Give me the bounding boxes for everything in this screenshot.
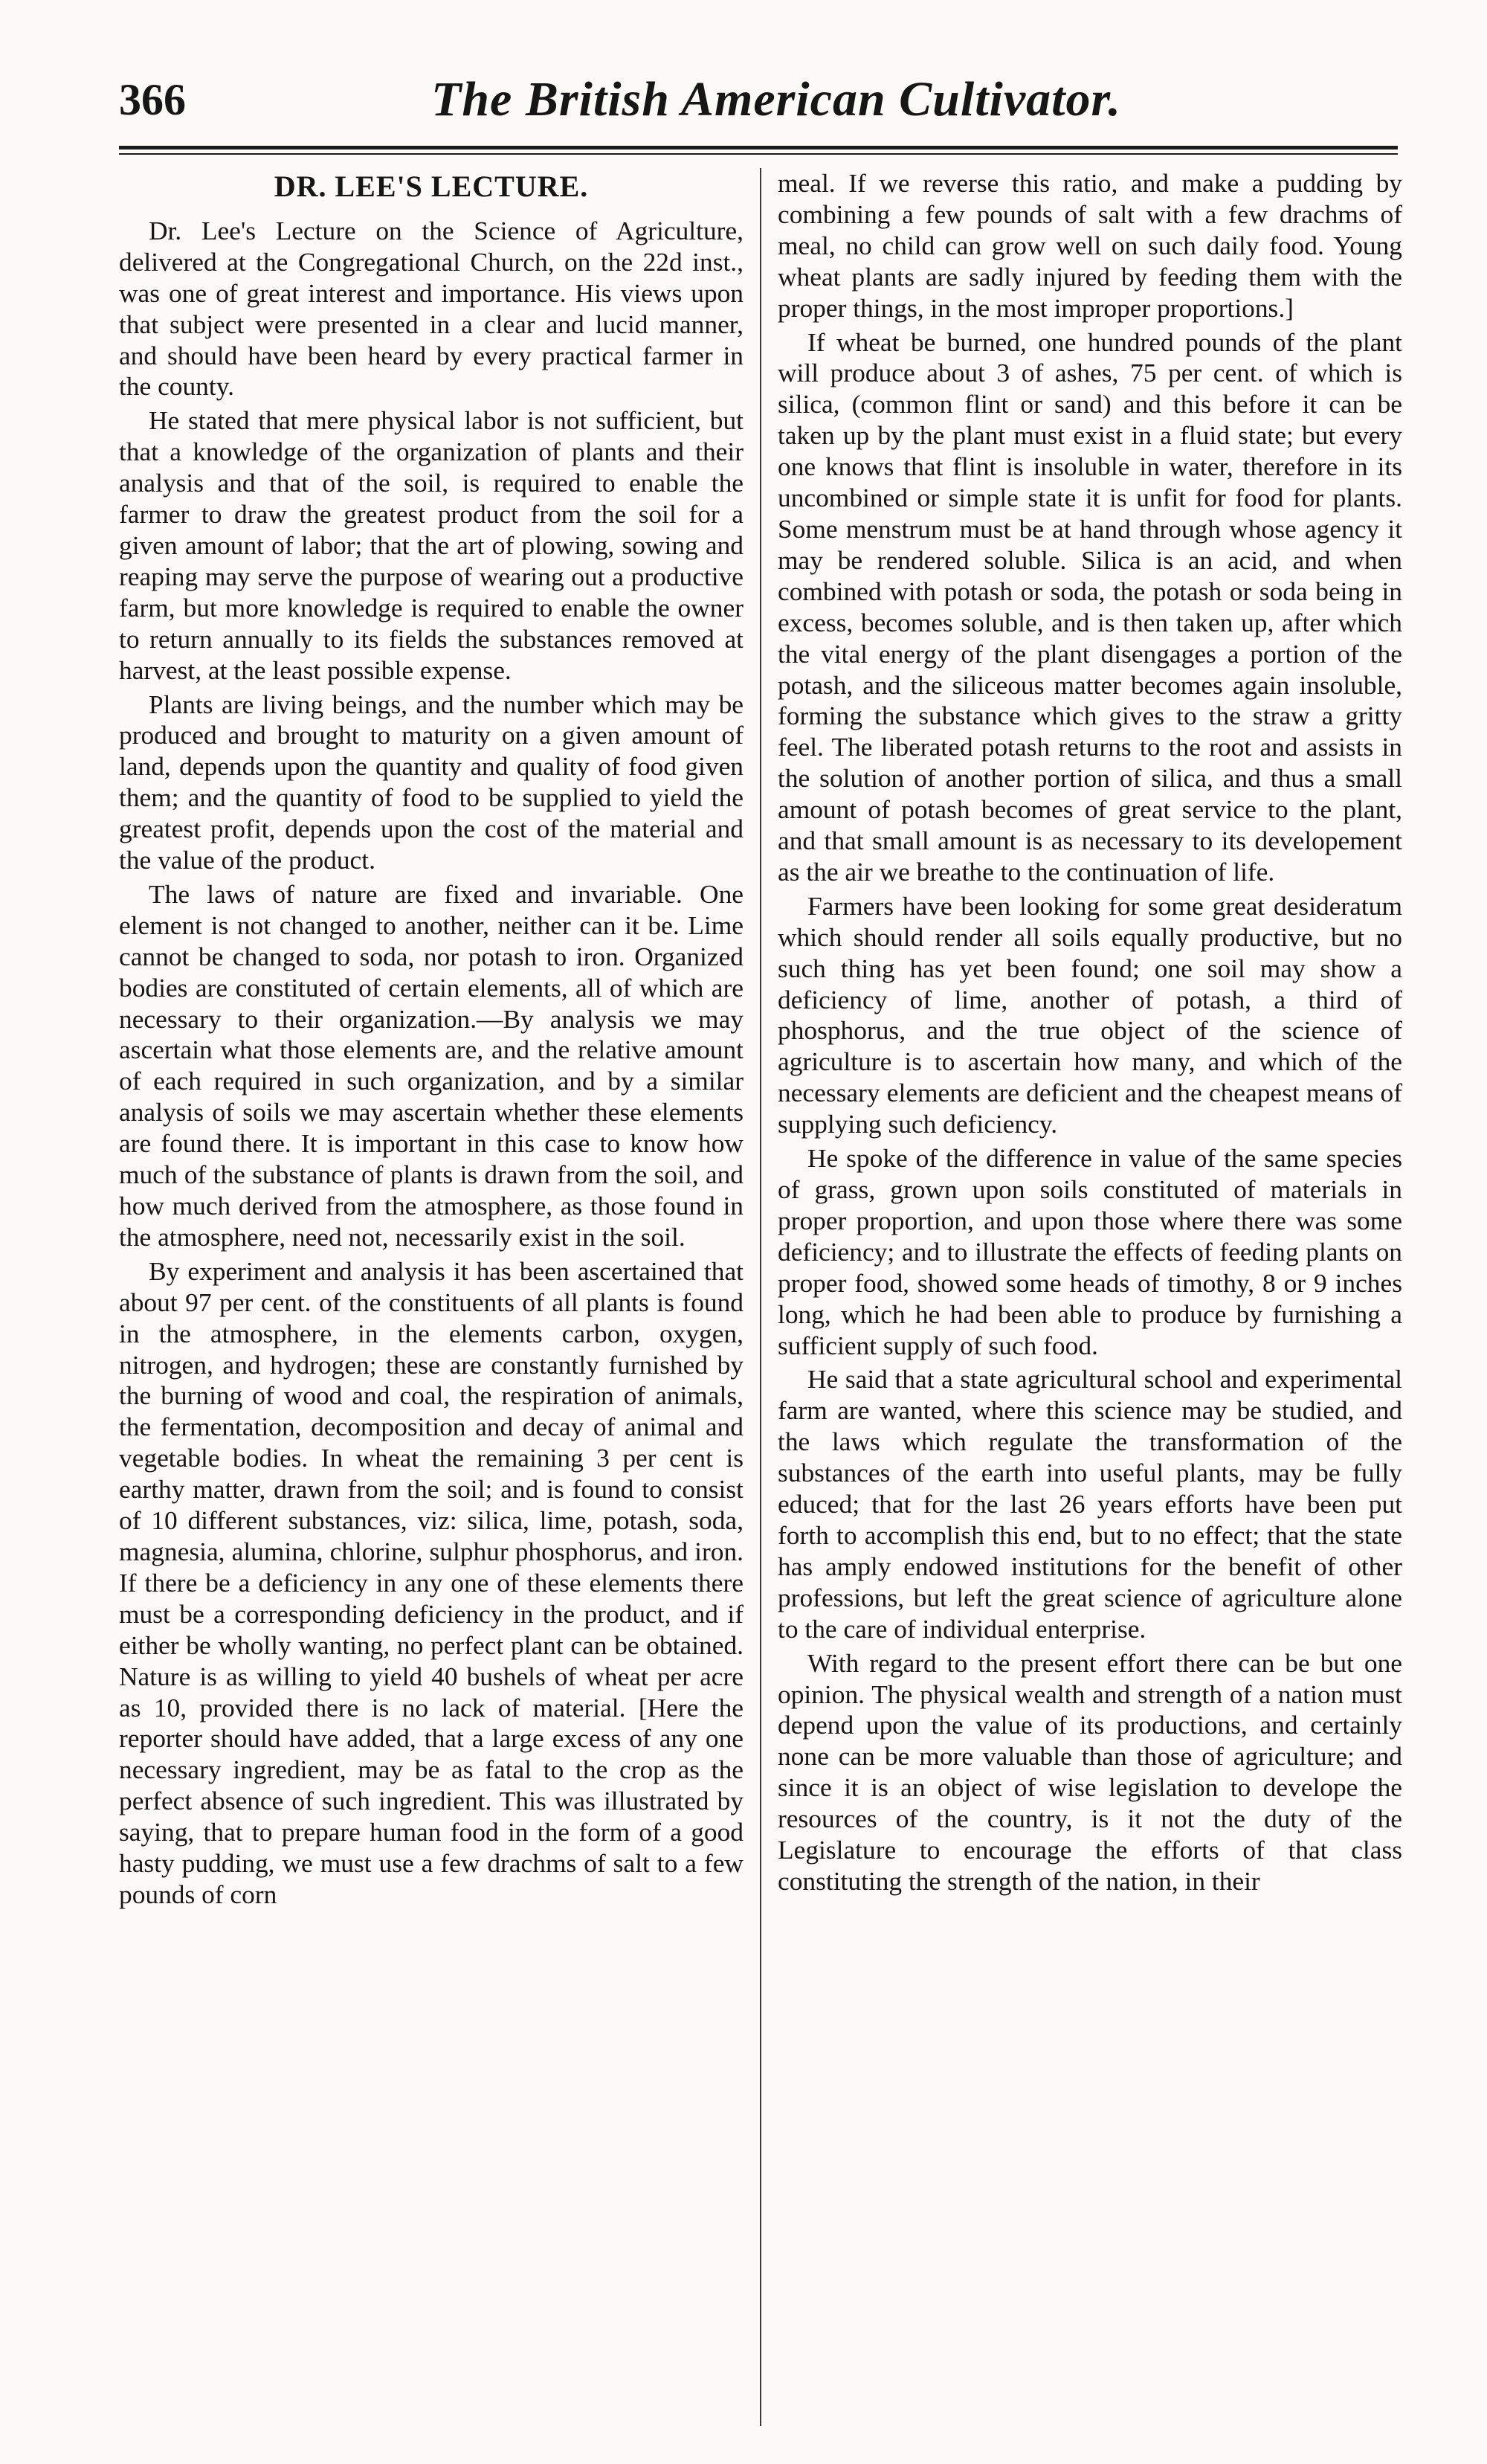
column-divider xyxy=(760,168,761,2426)
page-header xyxy=(119,74,1398,143)
paragraph-plants-living-beings: Plants are living beings, and the number which may be produced and brought to maturity on a given amount of land, depends upon the quantity and quality of food given them; and the quantity of food to be supplied to yield the greatest profit, depends upon the cost of the material and the value of the product. xyxy=(119,689,744,875)
paragraph-farmers-desideratum: Farmers have been looking for some great desideratum which should render all soils equally productive, but no such thing has yet been found; one soil may show a deficiency of lime, another of potash, a third of phosphorus, and the true object of the science of agriculture is to ascertain how many, and which of the necessary elements are deficient and the cheapest means of supplying such deficiency. xyxy=(778,890,1402,1139)
header-rule-thin xyxy=(119,153,1398,155)
page-number: 366 xyxy=(119,75,186,124)
paragraph-physical-labor: He stated that mere physical labor is not sufficient, but that a knowledge of the organization of plants and their analysis and that of the soil, is required to enable the farmer to draw the greatest product from the soil for a given amount of labor; that the art of plowing, sowing and reaping may serve the purpose of wearing out a productive farm, but more knowledge is required to enable the owner to return annually to its fields the substances removed at harvest, at the least possible expense. xyxy=(119,405,744,685)
header-rule-thick xyxy=(119,146,1398,149)
journal-title: The British American Cultivator. xyxy=(431,72,1122,126)
paragraph-intro: Dr. Lee's Lecture on the Science of Agriculture, delivered at the Congregational Church, on the 22d inst., was one of great interest and importance. His views upon that subject were presented in a clear and lucid manner, and should have been heard by every practical farmer in the county. xyxy=(119,215,744,402)
paragraph-laws-of-nature: The laws of nature are fixed and invariable. One element is not changed to another, neither can it be. Lime cannot be changed to soda, nor potash to iron. Organized bodies are constituted of certain elements, all of which are necessary to their organization.—By analysis we may ascertain what those elements are, and the relative amount of each required in such organization, and by a similar analysis of soils we may ascertain whether these elements are found there. It is important in this case to know how much of the substance of plants is drawn from the soil, and how much derived from the atmosphere, as those found in the atmosphere, need not, necessarily exist in the soil. xyxy=(119,878,744,1252)
left-column xyxy=(119,168,744,2429)
right-column xyxy=(778,168,1402,2429)
paragraph-timothy-grass: He spoke of the difference in value of the same species of grass, grown upon soils constituted of materials in proper proportion, and upon those where there was some deficiency; and to illustrate the effects of feeding plants on proper food, showed some heads of timothy, 8 or 9 inches long, which he had been able to produce by furnishing a sufficient supply of such food. xyxy=(778,1143,1402,1360)
paragraph-experiment-analysis: By experiment and analysis it has been ascertained that about 97 per cent. of the constituents of all plants is found in the atmosphere, in the elements carbon, oxygen, nitrogen, and hydrogen; these are constantly furnished by the burning of wood and coal, the respiration of animals, the fermentation, decomposition and decay of animal and vegetable bodies. In wheat the remaining 3 per cent is earthy matter, drawn from the soil; and is found to consist of 10 different substances, viz: silica, lime, potash, soda, magnesia, alumina, chlorine, sulphur phosphorus, and iron. If there be a deficiency in any one of these elements there must be a corresponding deficiency in the product, and if either be wholly wanting, no perfect plant can be obtained. Nature is as willing to yield 40 bushels of wheat per acre as 10, provided there is no lack of material. [Here the reporter should have added, that a large excess of any one necessary ingredient, may be as fatal to the crop as the perfect absence of such ingredient. This was illustrated by saying, that to prepare human food in the form of a good hasty pudding, we must use a few drachms of salt to a few pounds of corn xyxy=(119,1255,744,1909)
paragraph-continuation: meal. If we reverse this ratio, and make a pudding by combining a few pounds of salt with a few drachms of meal, no child can grow well on such daily food. Young wheat plants are sadly injured by feeding them with the proper things, in the most improper proportions.] xyxy=(778,168,1402,323)
article-title: DR. LEE'S LECTURE. xyxy=(274,170,589,203)
paragraph-wheat-burned: If wheat be burned, one hundred pounds of the plant will produce about 3 of ashes, 75 per cent. of which is silica, (common flint or sand) and this before it can be taken up by the plant must exist in a fluid state; but every one knows that flint is insoluble in water, therefore in its uncombined or simple state it is unfit for food for plants. Some menstrum must be at hand through whose agency it may be rendered soluble. Silica is an acid, and when combined with potash or soda, the potash or soda being in excess, becomes soluble, and is then taken up, after which the vital energy of the plant disengages a portion of the potash, and the siliceous matter becomes again insoluble, forming the substance which gives to the straw a gritty feel. The liberated potash returns to the root and assists in the solution of another portion of silica, and thus a small amount of potash becomes of great service to the plant, and that small amount is as necessary to its developement as the air we breathe to the continuation of life. xyxy=(778,327,1402,887)
paragraph-agricultural-school: He said that a state agricultural school and experimental farm are wanted, where this science may be studied, and the laws which regulate the transformation of the substances of the earth into useful plants, may be fully educed; that for the last 26 years efforts have been put forth to accomplish this end, but to no effect; that the state has amply endowed institutions for the benefit of other professions, but left the great science of agriculture alone to the care of individual enterprise. xyxy=(778,1364,1402,1644)
paragraph-present-effort: With regard to the present effort there can be but one opinion. The physical wealth and strength of a nation must depend upon the value of its productions, and certainly none can be more valuable than those of agriculture; and since it is an object of wise legislation to develope the resources of the country, is it not the duty of the Legislature to encourage the efforts of that class constituting the strength of the nation, in their xyxy=(778,1647,1402,1896)
